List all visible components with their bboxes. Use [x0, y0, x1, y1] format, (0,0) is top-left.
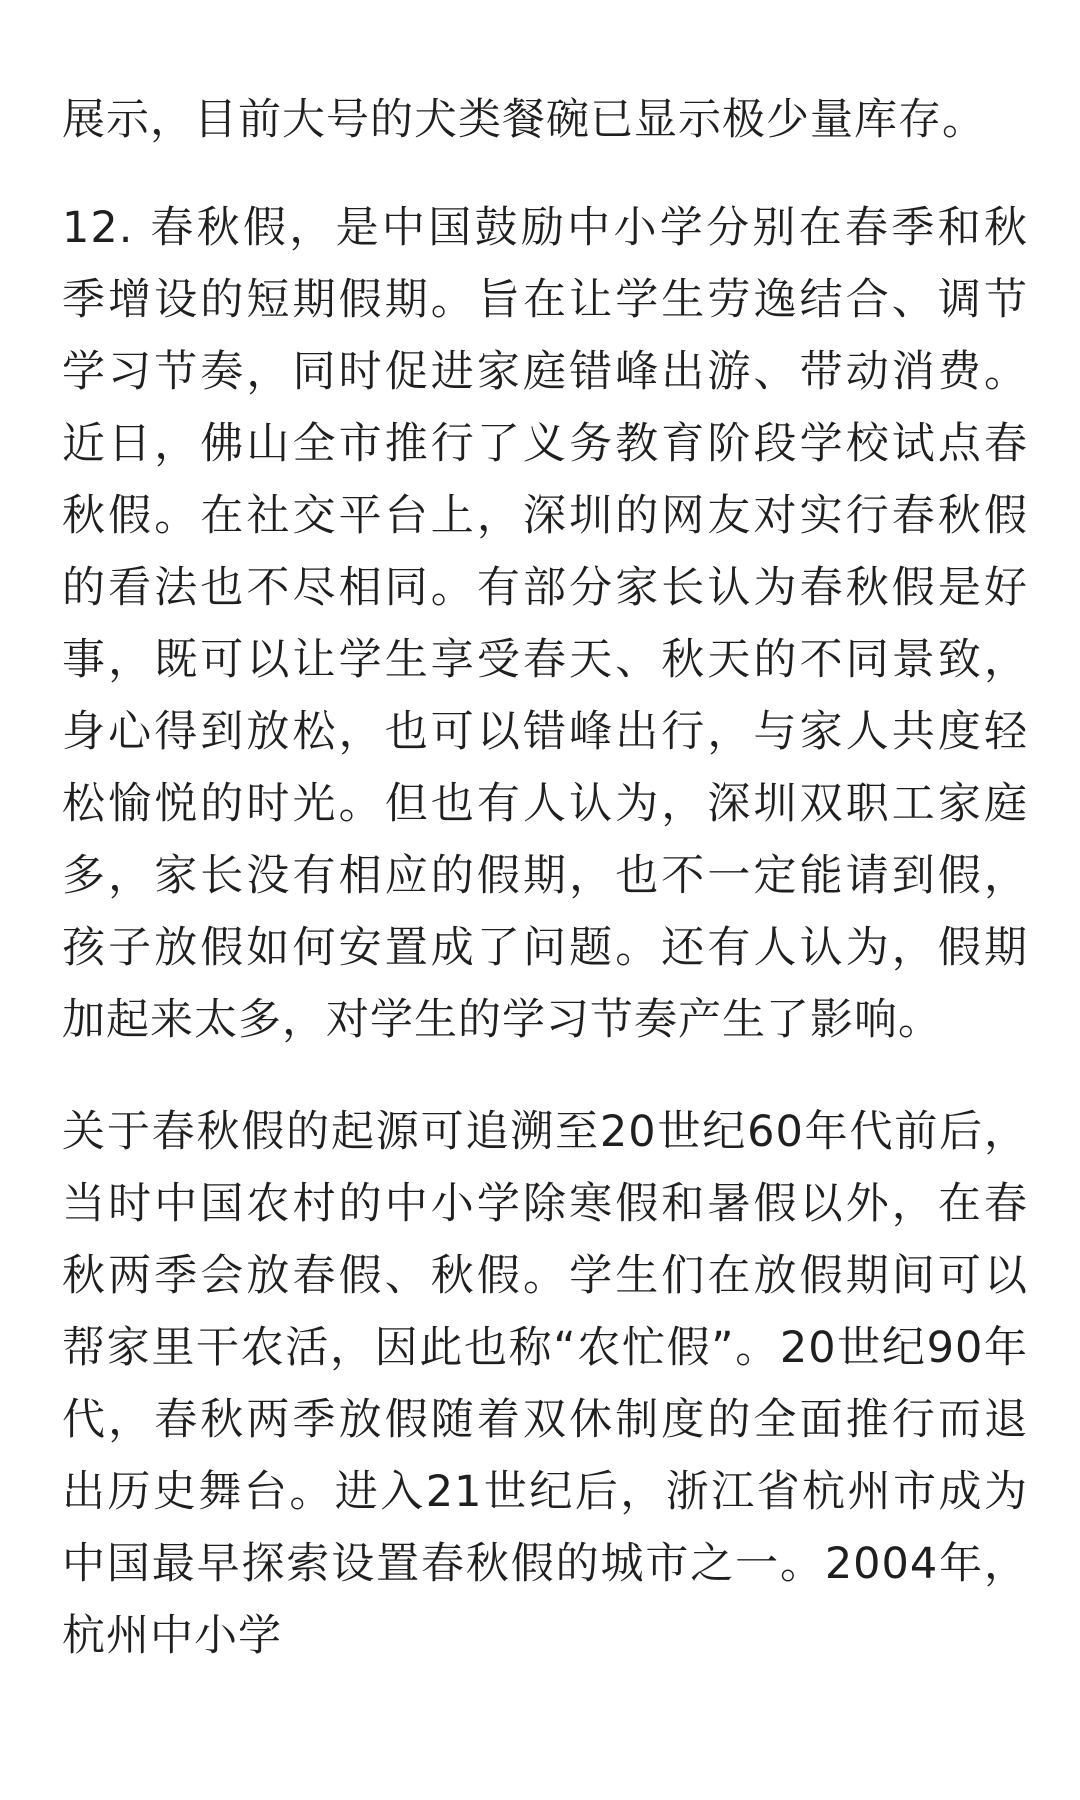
article-paragraph: 12. 春秋假，是中国鼓励中小学分别在春季和秋季增设的短期假期。旨在让学生劳逸结合、调节学习节奏，同时促进家庭错峰出游、带动消费。近日，佛山全市推行了义务教育阶段学校试点春秋假。在社交平台上，深圳的网友对实行春秋假的看法也不尽相同。有部分家长认为春秋假是好事，既可以让学生享受春天、秋天的不同景致，身心得到放松，也可以错峰出行，与家人共度轻松愉悦的时光。但也有人认为，深圳双职工家庭多，家长没有相应的假期，也不一定能请到假，孩子放假如何安置成了问题。还有人认为，假期加起来太多，对学生的学习节奏产生了影响。: [62, 203, 1028, 1045]
article-paragraph: 关于春秋假的起源可追溯至20世纪60年代前后，当时中国农村的中小学除寒假和暑假以外，在春秋两季会放春假、秋假。学生们在放假期间可以帮家里干农活，因此也称“农忙假”。20世纪90年代，春秋两季放假随着双休制度的全面推行而退出历史舞台。进入21世纪后，浙江省杭州市成为中国最早探索设置春秋假的城市之一。2004年，杭州中小学: [62, 1107, 1028, 1661]
article-paragraph: 展示，目前大号的犬类餐碗已显示极少量库存。: [62, 95, 986, 145]
article-body: [62, 84, 1028, 1672]
